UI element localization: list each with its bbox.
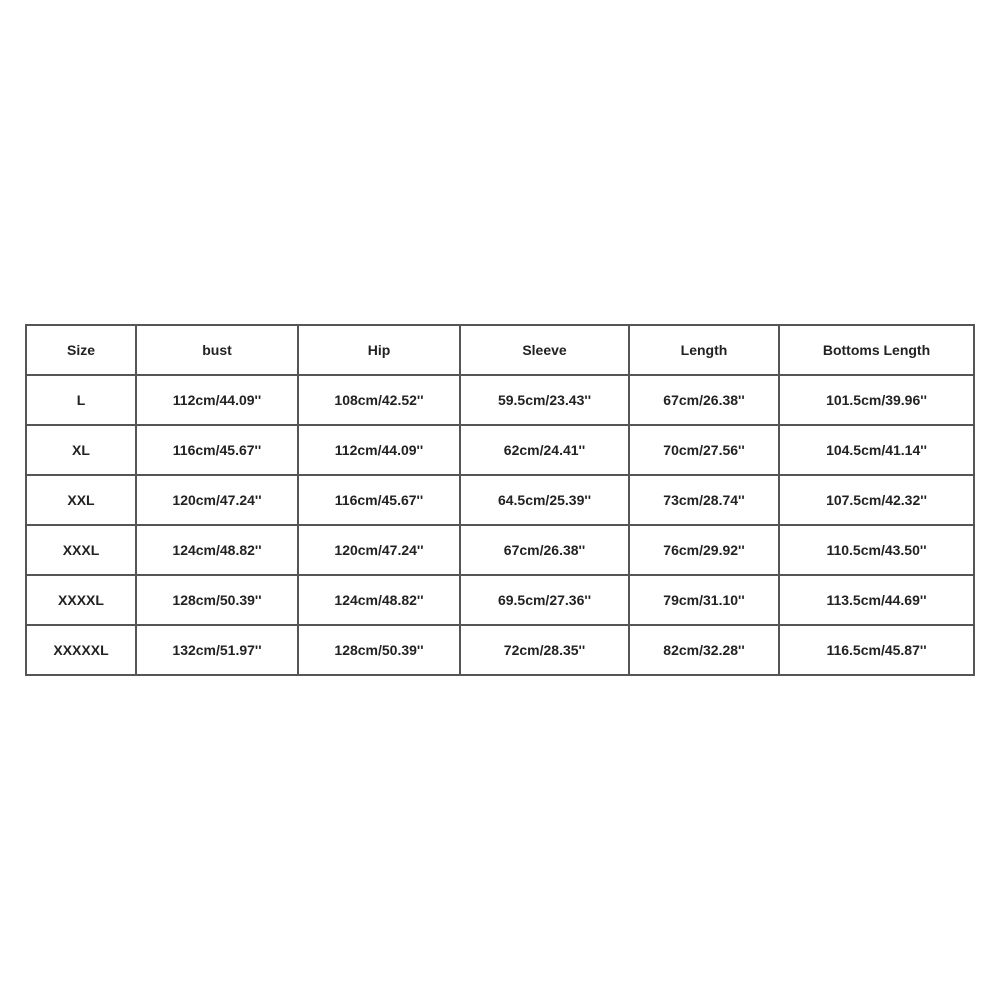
table-row [27,626,975,676]
table-cell-hip: 120cm/47.24'' [299,526,461,576]
table-cell-length: 82cm/32.28'' [630,626,780,676]
table-cell-hip: 128cm/50.39'' [299,626,461,676]
size-chart-table [25,324,975,676]
table-header-row [27,326,975,376]
table-cell-hip: 116cm/45.67'' [299,476,461,526]
table-row [27,376,975,426]
table-cell-length: 76cm/29.92'' [630,526,780,576]
table-row [27,576,975,626]
table-cell-size: XXL [27,476,137,526]
table-cell-length: 73cm/28.74'' [630,476,780,526]
table-cell-sleeve: 59.5cm/23.43'' [461,376,630,426]
table-cell-size: L [27,376,137,426]
header-bust: bust [137,326,299,376]
table-cell-hip: 108cm/42.52'' [299,376,461,426]
header-length: Length [630,326,780,376]
table-cell-size: XL [27,426,137,476]
table-cell-sleeve: 67cm/26.38'' [461,526,630,576]
table-cell-bottoms-length: 116.5cm/45.87'' [780,626,975,676]
table-row [27,526,975,576]
header-bottoms-length: Bottoms Length [780,326,975,376]
table-cell-size: XXXXXL [27,626,137,676]
header-size: Size [27,326,137,376]
table-cell-sleeve: 69.5cm/27.36'' [461,576,630,626]
table-cell-size: XXXL [27,526,137,576]
table-cell-bust: 132cm/51.97'' [137,626,299,676]
table-cell-sleeve: 62cm/24.41'' [461,426,630,476]
table-cell-bottoms-length: 110.5cm/43.50'' [780,526,975,576]
header-hip: Hip [299,326,461,376]
table-cell-length: 79cm/31.10'' [630,576,780,626]
table-cell-length: 67cm/26.38'' [630,376,780,426]
table-cell-bottoms-length: 101.5cm/39.96'' [780,376,975,426]
table-row [27,476,975,526]
table-cell-bust: 128cm/50.39'' [137,576,299,626]
table-cell-bust: 112cm/44.09'' [137,376,299,426]
table-cell-hip: 124cm/48.82'' [299,576,461,626]
table-row [27,426,975,476]
table-cell-hip: 112cm/44.09'' [299,426,461,476]
table-cell-bust: 116cm/45.67'' [137,426,299,476]
table-cell-sleeve: 64.5cm/25.39'' [461,476,630,526]
table-cell-size: XXXXL [27,576,137,626]
table-cell-bottoms-length: 113.5cm/44.69'' [780,576,975,626]
table-cell-bottoms-length: 104.5cm/41.14'' [780,426,975,476]
table-cell-bottoms-length: 107.5cm/42.32'' [780,476,975,526]
header-sleeve: Sleeve [461,326,630,376]
table-cell-length: 70cm/27.56'' [630,426,780,476]
table-cell-bust: 124cm/48.82'' [137,526,299,576]
table-cell-sleeve: 72cm/28.35'' [461,626,630,676]
table-cell-bust: 120cm/47.24'' [137,476,299,526]
